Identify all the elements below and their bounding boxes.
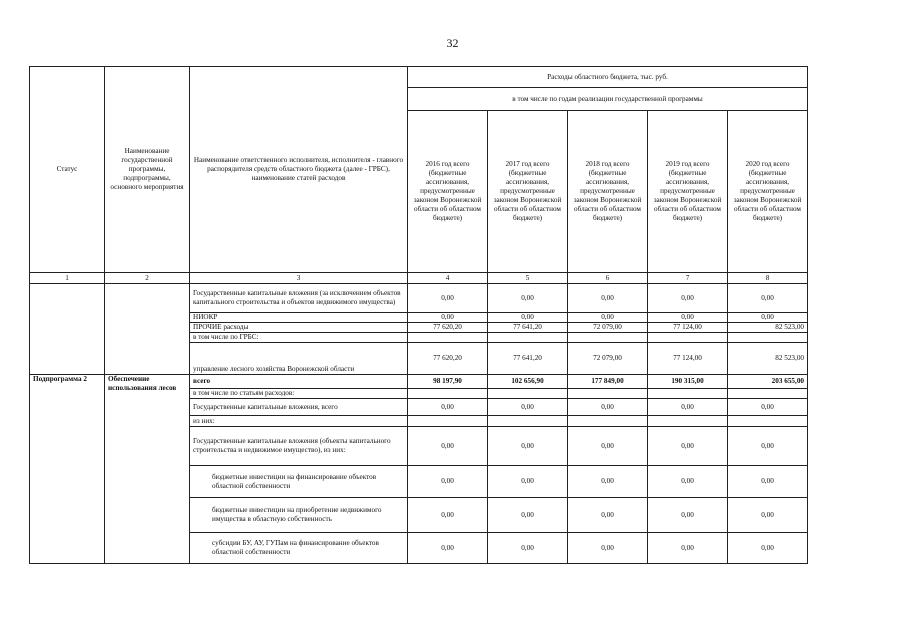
value-cell: 0,00 xyxy=(408,498,488,533)
value-cell: 0,00 xyxy=(408,466,488,498)
value-cell: 72 079,00 xyxy=(568,343,648,375)
value-cell xyxy=(648,389,728,399)
header-budget-group: Расходы областного бюджета, тыс. руб. xyxy=(408,67,808,88)
value-cell: 0,00 xyxy=(488,427,568,466)
row-label: Государственные капитальные вложения (за исключением объектов капитального строительства и объектов недвижимого имущества) xyxy=(190,284,408,313)
column-number: 8 xyxy=(728,273,808,284)
row-label: ПРОЧИЕ расходы xyxy=(190,323,408,333)
value-cell: 0,00 xyxy=(568,284,648,313)
value-cell xyxy=(488,333,568,343)
value-cell: 0,00 xyxy=(568,533,648,564)
value-cell: 0,00 xyxy=(488,313,568,323)
row-label: субсидии БУ, АУ, ГУПам на финансирование объектов областной собственности xyxy=(190,533,408,564)
value-cell: 0,00 xyxy=(568,399,648,416)
program-cell-empty xyxy=(105,284,190,375)
value-cell: 0,00 xyxy=(408,533,488,564)
value-cell: 0,00 xyxy=(648,313,728,323)
subprogram-name: Обеспечение использования лесов xyxy=(105,375,190,564)
header-year-2020: 2020 год всего (бюджетные ассигнования, предусмотренные законом Воронежской области об областном бюджете) xyxy=(728,111,808,273)
row-label: Государственные капитальные вложения, всего xyxy=(190,399,408,416)
value-cell xyxy=(648,333,728,343)
header-years-group: в том числе по годам реализации государственной программы xyxy=(408,88,808,111)
value-cell: 0,00 xyxy=(728,466,808,498)
subprogram-total-label: всего xyxy=(190,375,408,389)
value-cell: 0,00 xyxy=(568,427,648,466)
page-number: 32 xyxy=(446,36,459,50)
value-cell: 77 641,20 xyxy=(488,323,568,333)
row-label: Государственные капитальные вложения (объекты капитального строительства и недвижимое имущество), из них: xyxy=(190,427,408,466)
value-cell: 0,00 xyxy=(648,284,728,313)
value-cell: 72 079,00 xyxy=(568,323,648,333)
value-cell xyxy=(728,389,808,399)
row-label: из них: xyxy=(190,416,408,427)
value-cell: 82 523,00 xyxy=(728,343,808,375)
column-number-row xyxy=(30,273,808,284)
header-row-1 xyxy=(30,67,808,88)
subprogram-status: Подпрограмма 2 xyxy=(30,375,105,564)
value-cell: 0,00 xyxy=(728,533,808,564)
total-value-cell: 98 197,90 xyxy=(408,375,488,389)
value-cell xyxy=(568,333,648,343)
value-cell xyxy=(568,389,648,399)
header-status: Статус xyxy=(30,67,105,273)
value-cell xyxy=(488,389,568,399)
column-number: 1 xyxy=(30,273,105,284)
column-number: 7 xyxy=(648,273,728,284)
value-cell: 0,00 xyxy=(728,399,808,416)
total-value-cell: 177 849,00 xyxy=(568,375,648,389)
value-cell: 77 641,20 xyxy=(488,343,568,375)
value-cell: 77 124,00 xyxy=(648,343,728,375)
row-label: в том числе по ГРБС: xyxy=(190,333,408,343)
value-cell xyxy=(488,416,568,427)
row-label: бюджетные инвестиции на приобретение недвижимого имущества в областную собственность xyxy=(190,498,408,533)
value-cell: 0,00 xyxy=(568,313,648,323)
value-cell: 0,00 xyxy=(648,399,728,416)
value-cell: 0,00 xyxy=(408,427,488,466)
value-cell: 77 124,00 xyxy=(648,323,728,333)
column-number: 6 xyxy=(568,273,648,284)
status-cell-empty xyxy=(30,284,105,375)
header-year-2017: 2017 год всего (бюджетные ассигнования, предусмотренные законом Воронежской области об областном бюджете) xyxy=(488,111,568,273)
value-cell xyxy=(408,333,488,343)
value-cell: 0,00 xyxy=(568,466,648,498)
value-cell: 0,00 xyxy=(408,399,488,416)
value-cell: 0,00 xyxy=(728,427,808,466)
row-label: бюджетные инвестиции на финансирование объектов областной собственности xyxy=(190,466,408,498)
row-label: управление лесного хозяйства Воронежской области xyxy=(190,343,408,375)
total-value-cell: 190 315,00 xyxy=(648,375,728,389)
value-cell: 0,00 xyxy=(488,284,568,313)
header-year-2018: 2018 год всего (бюджетные ассигнования, предусмотренные законом Воронежской области об областном бюджете) xyxy=(568,111,648,273)
value-cell: 0,00 xyxy=(488,399,568,416)
header-year-2016: 2016 год всего (бюджетные ассигнования, предусмотренные законом Воронежской области об областном бюджете) xyxy=(408,111,488,273)
value-cell: 0,00 xyxy=(648,427,728,466)
header-year-2019: 2019 год всего (бюджетные ассигнования, предусмотренные законом Воронежской области об областном бюджете) xyxy=(648,111,728,273)
value-cell xyxy=(568,416,648,427)
value-cell xyxy=(408,389,488,399)
value-cell: 0,00 xyxy=(648,498,728,533)
value-cell: 82 523,00 xyxy=(728,323,808,333)
value-cell: 0,00 xyxy=(648,466,728,498)
row-label: НИОКР xyxy=(190,313,408,323)
value-cell xyxy=(408,416,488,427)
value-cell: 0,00 xyxy=(488,466,568,498)
header-executor: Наименование ответственного исполнителя, исполнителя - главного распорядителя средств областного бюджета (далее - ГРБС), наименование статей расходов xyxy=(190,67,408,273)
value-cell: 0,00 xyxy=(648,533,728,564)
column-number: 5 xyxy=(488,273,568,284)
value-cell xyxy=(728,333,808,343)
table-row xyxy=(30,284,808,313)
budget-table xyxy=(29,66,808,564)
value-cell: 77 620,20 xyxy=(408,343,488,375)
value-cell: 0,00 xyxy=(488,498,568,533)
value-cell: 0,00 xyxy=(728,498,808,533)
value-cell: 77 620,20 xyxy=(408,323,488,333)
value-cell: 0,00 xyxy=(408,284,488,313)
value-cell xyxy=(648,416,728,427)
column-number: 3 xyxy=(190,273,408,284)
value-cell: 0,00 xyxy=(728,313,808,323)
row-label: в том числе по статьям расходов: xyxy=(190,389,408,399)
column-number: 4 xyxy=(408,273,488,284)
value-cell: 0,00 xyxy=(408,313,488,323)
total-value-cell: 102 656,90 xyxy=(488,375,568,389)
total-value-cell: 203 655,00 xyxy=(728,375,808,389)
subprogram-total-row xyxy=(30,375,808,389)
header-program-name: Наименование государственной программы, подпрограммы, основного мероприятия xyxy=(105,67,190,273)
value-cell xyxy=(728,416,808,427)
column-number: 2 xyxy=(105,273,190,284)
value-cell: 0,00 xyxy=(488,533,568,564)
value-cell: 0,00 xyxy=(568,498,648,533)
value-cell: 0,00 xyxy=(728,284,808,313)
